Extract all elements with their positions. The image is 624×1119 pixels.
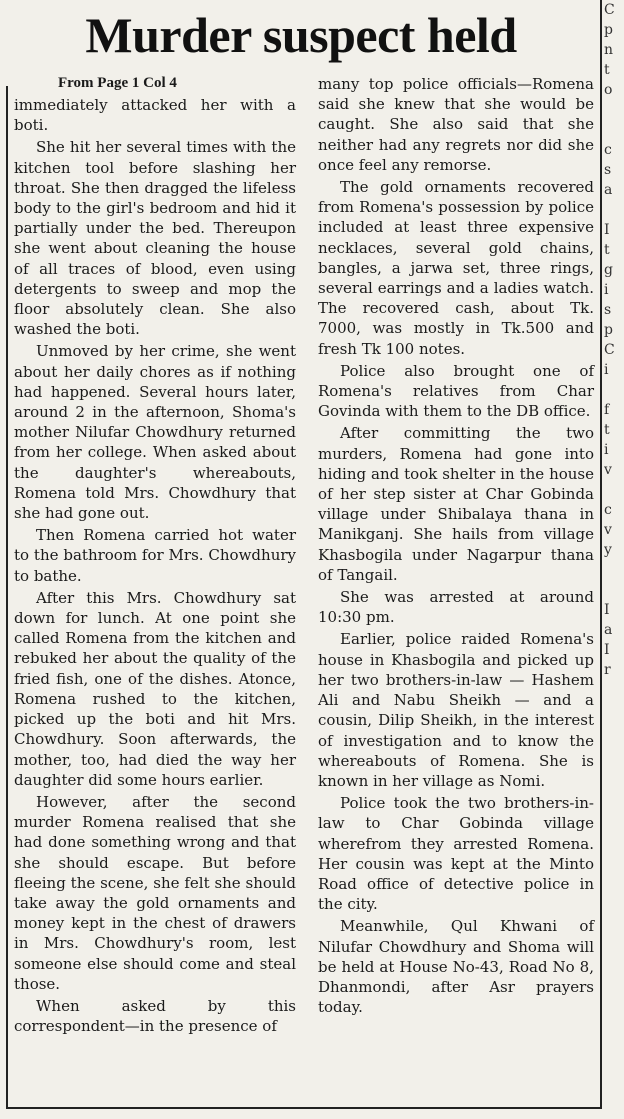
paragraph: many top police officials—Romena said she knew that she would be caught. She also said that she neither had any regrets nor did she once feel any remorse. <box>318 75 594 174</box>
adjacent-letter: s <box>604 302 612 318</box>
adjacent-letter: v <box>604 462 612 478</box>
adjacent-letter: s <box>604 162 612 178</box>
adjacent-letter: g <box>604 262 613 278</box>
adjacent-letter <box>604 580 624 600</box>
paragraph: However, after the second murder Romena realised that she had done something wrong and that she should escape. But before fleeing the scene, she felt she should take away the gold ornaments and money kept in the chest of drawers in Mrs. Chowdhury's room, lest someone else should come and steal those. <box>14 792 296 993</box>
adjacent-letter <box>604 720 624 740</box>
paragraph: The gold ornaments recovered from Romena's possession by police included at least three expensive necklaces, several gold chains, bangles, a jarwa set, three rings, several earrings and a ladies watch. The recovered cash, about Tk. 7000, was mostly in Tk.500 and fresh Tk 100 notes. <box>318 178 594 358</box>
adjacent-letter: i <box>604 442 609 458</box>
adjacent-letter: t <box>604 242 610 258</box>
paragraph: Police took the two brothers-in-law to Char Gobinda village wherefrom they arrested Romena. Her cousin was kept at the Minto Road office of detective police in the city. <box>318 794 594 914</box>
adjacent-letter <box>604 680 624 700</box>
right-column <box>318 74 594 1019</box>
left-column <box>14 74 296 1038</box>
adjacent-letter: a <box>604 182 613 198</box>
adjacent-letter: C <box>604 342 615 358</box>
paragraph: Earlier, police raided Romena's house in Khasbogila and picked up her two brothers-in-law — Hashem Ali and Nabu Sheikh — and a cousin, Dilip Sheikh, in the interest of investigation and to know the whereabouts of Romena. She is known in her village as Nomi. <box>318 630 594 790</box>
paragraph: After committing the two murders, Romena had gone into hiding and took shelter in the house of her step sister at Char Gobinda village under Shibalaya thana in Manikganj. She hails from village Khasbogila under Nagarpur thana of Tangail. <box>318 424 594 584</box>
adjacent-letter: c <box>604 502 612 518</box>
right-rule <box>600 0 602 1108</box>
paragraph: She hit her several times with the kitchen tool before slashing her throat. She then dragged the lifeless body to the girl's bedroom and hid it partially under the bed. Thereupon she went about cleaning the house of all traces of blood, even using detergents to sweep and mop the floor absolutely clean. She also washed the boti. <box>14 138 296 339</box>
adjacent-letter: i <box>604 282 609 298</box>
adjacent-letter: n <box>604 42 614 58</box>
adjacent-letter: I <box>604 602 610 618</box>
adjacent-letter <box>604 100 624 120</box>
paragraph: Unmoved by her crime, she went about her daily chores as if nothing had happened. Several hours later, around 2 in the afternoon, Shoma's mother Nilufar Chowdhury returned from her college. When asked about the daughter's whereabouts, Romena told Mrs. Chowdhury that she had gone out. <box>14 342 296 523</box>
left-rule <box>6 86 8 1108</box>
paragraph: immediately attacked her with a boti. <box>14 96 296 135</box>
bottom-rule <box>6 1107 602 1109</box>
adjacent-letter: t <box>604 62 610 78</box>
adjacent-letter <box>604 700 624 720</box>
adjacent-letter: r <box>604 662 611 678</box>
adjacent-letter <box>604 480 624 500</box>
adjacent-letter <box>604 560 624 580</box>
jump-line: From Page 1 Col 4 <box>58 75 177 91</box>
adjacent-letter: p <box>604 22 613 38</box>
adjacent-letter: o <box>604 82 613 98</box>
adjacent-letter: I <box>604 642 610 658</box>
adjacent-letter <box>604 200 624 220</box>
adjacent-letter: f <box>604 402 610 418</box>
adjacent-letter <box>604 800 624 820</box>
paragraph: After this Mrs. Chowdhury sat down for lunch. At one point she called Romena from the kitchen and rebuked her about the quality of the fried fish, one of the dishes. Atonce, Romena rushed to the kitchen, picked up the boti and hit Mrs. Chowdhury. Soon afterwards, the mother, too, had died the way her daughter did some hours earlier. <box>14 588 296 789</box>
adjacent-column-fragment <box>604 0 624 1119</box>
paragraph: Police also brought one of Romena's relatives from Char Govinda with them to the DB office. <box>318 361 594 421</box>
adjacent-letter <box>604 740 624 760</box>
adjacent-letter <box>604 820 624 840</box>
adjacent-letter: y <box>604 542 612 558</box>
headline: Murder suspect held <box>85 7 517 63</box>
adjacent-letter <box>604 380 624 400</box>
adjacent-letter: c <box>604 142 612 158</box>
adjacent-letter <box>604 120 624 140</box>
paragraph: When asked by this correspondent—in the presence of <box>14 996 296 1036</box>
adjacent-letter: p <box>604 322 613 338</box>
adjacent-letter: I <box>604 222 610 238</box>
adjacent-letter: i <box>604 362 609 378</box>
adjacent-letter <box>604 760 624 780</box>
paragraph: She was arrested at around 10:30 pm. <box>318 588 594 627</box>
adjacent-letter: v <box>604 522 612 538</box>
adjacent-letter: t <box>604 422 610 438</box>
adjacent-letter: a <box>604 622 613 638</box>
adjacent-letter <box>604 780 624 800</box>
paragraph: Then Romena carried hot water to the bathroom for Mrs. Chowdhury to bathe. <box>14 526 296 585</box>
paragraph: Meanwhile, Qul Khwani of Nilufar Chowdhury and Shoma will be held at House No-43, Road No 8, Dhanmondi, after Asr prayers today. <box>318 917 594 1017</box>
adjacent-letter: C <box>604 2 615 18</box>
